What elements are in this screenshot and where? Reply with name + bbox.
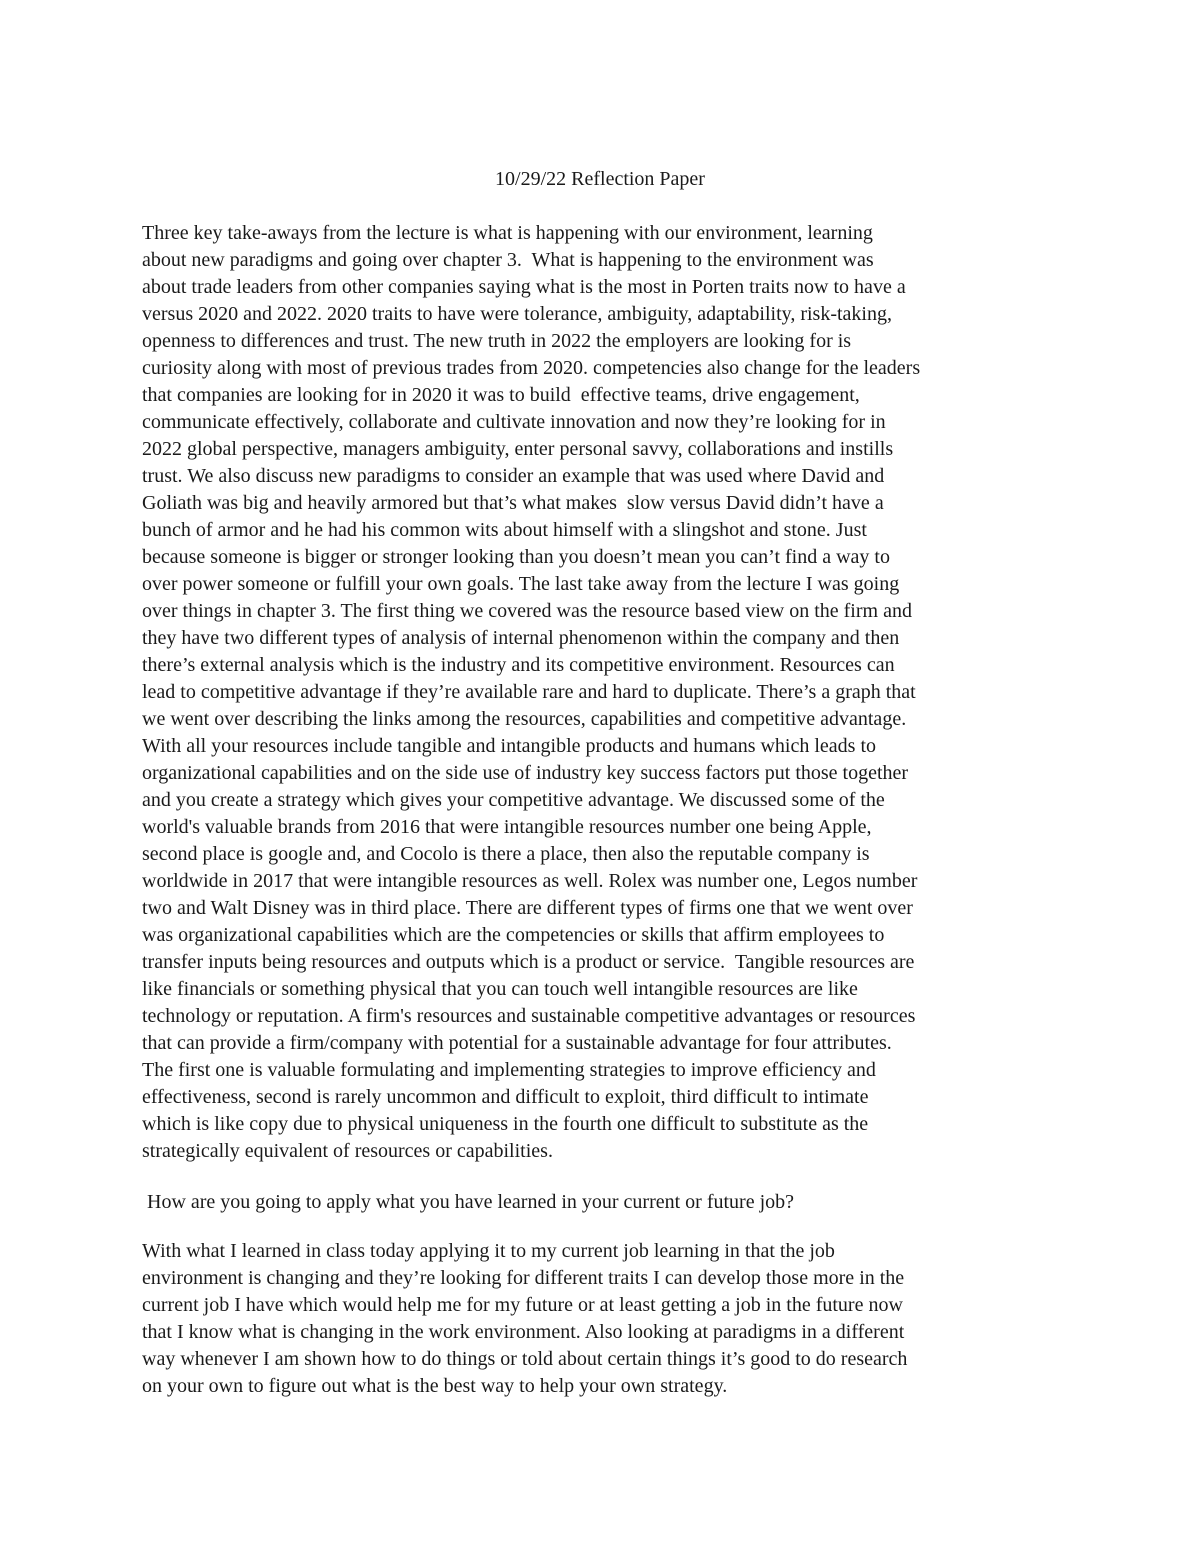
text-line: about trade leaders from other companies saying what is the most in Porten traits now to have a (142, 276, 906, 298)
text-line: and you create a strategy which gives your competitive advantage. We discussed some of the (142, 789, 885, 811)
text-line: that can provide a firm/company with potential for a sustainable advantage for four attributes. (142, 1032, 892, 1054)
text-line: we went over describing the links among the resources, capabilities and competitive advantage. (142, 708, 907, 730)
question-heading (142, 1189, 1072, 1216)
text-line: world's valuable brands from 2016 that were intangible resources number one being Apple, (142, 816, 872, 838)
paragraph-key-takeaways (142, 220, 1072, 1165)
text-line: which is like copy due to physical uniqueness in the fourth one difficult to substitute as the (142, 1113, 869, 1135)
text-line: With what I learned in class today applying it to my current job learning in that the job (142, 1240, 835, 1262)
text-line: With all your resources include tangible and intangible products and humans which leads to (142, 735, 877, 757)
text-line: strategically equivalent of resources or capabilities. (142, 1140, 553, 1162)
question-text: How are you going to apply what you have learned in your current or future job? (142, 1191, 795, 1213)
text-line: environment is changing and they’re looking for different traits I can develop those more in the (142, 1267, 905, 1289)
text-line: effectiveness, second is rarely uncommon and difficult to exploit, third difficult to intimate (142, 1086, 869, 1108)
text-line: current job I have which would help me for my future or at least getting a job in the future now (142, 1294, 903, 1316)
text-line: second place is google and, and Cocolo is there a place, then also the reputable company is (142, 843, 870, 865)
text-line: like financials or something physical that you can touch well intangible resources are like (142, 978, 858, 1000)
text-line: Three key take-aways from the lecture is what is happening with our environment, learning (142, 222, 873, 244)
document-title: 10/29/22 Reflection Paper (495, 168, 705, 190)
text-line: because someone is bigger or stronger looking than you doesn’t mean you can’t find a way to (142, 546, 890, 568)
text-line: that I know what is changing in the work environment. Also looking at paradigms in a different (142, 1321, 905, 1343)
text-line: trust. We also discuss new paradigms to consider an example that was used where David and (142, 465, 885, 487)
text-line: versus 2020 and 2022. 2020 traits to have were tolerance, ambiguity, adaptability, risk-taking, (142, 303, 892, 325)
text-line: communicate effectively, collaborate and cultivate innovation and now they’re looking for in (142, 411, 886, 433)
text-line: worldwide in 2017 that were intangible resources as well. Rolex was number one, Legos number (142, 870, 918, 892)
text-line: The first one is valuable formulating and implementing strategies to improve efficiency and (142, 1059, 876, 1081)
text-line: over things in chapter 3. The first thing we covered was the resource based view on the firm and (142, 600, 912, 622)
text-line: way whenever I am shown how to do things or told about certain things it’s good to do research (142, 1348, 908, 1370)
paragraph-application (142, 1238, 1072, 1400)
text-line: Goliath was big and heavily armored but that’s what makes slow versus David didn’t have a (142, 492, 884, 514)
text-line: curiosity along with most of previous trades from 2020. competencies also change for the leaders (142, 357, 921, 379)
text-line: there’s external analysis which is the industry and its competitive environment. Resources can (142, 654, 895, 676)
text-line: about new paradigms and going over chapter 3. What is happening to the environment was (142, 249, 874, 271)
text-line: openness to differences and trust. The new truth in 2022 the employers are looking for is (142, 330, 852, 352)
text-line: on your own to figure out what is the best way to help your own strategy. (142, 1375, 728, 1397)
text-line: lead to competitive advantage if they’re available rare and hard to duplicate. There’s a graph that (142, 681, 916, 703)
text-line: transfer inputs being resources and outputs which is a product or service. Tangible resources are (142, 951, 915, 973)
text-line: they have two different types of analysis of internal phenomenon within the company and then (142, 627, 900, 649)
text-line: bunch of armor and he had his common wits about himself with a slingshot and stone. Just (142, 519, 867, 541)
text-line: was organizational capabilities which are the competencies or skills that affirm employees to (142, 924, 885, 946)
text-line: over power someone or fulfill your own goals. The last take away from the lecture I was going (142, 573, 900, 595)
text-line: technology or reputation. A firm's resources and sustainable competitive advantages or resources (142, 1005, 916, 1027)
text-line: 2022 global perspective, managers ambiguity, enter personal savvy, collaborations and instills (142, 438, 894, 460)
text-line: two and Walt Disney was in third place. There are different types of firms one that we went over (142, 897, 913, 919)
text-line: that companies are looking for in 2020 it was to build effective teams, drive engagement, (142, 384, 860, 406)
text-line: organizational capabilities and on the side use of industry key success factors put those together (142, 762, 909, 784)
